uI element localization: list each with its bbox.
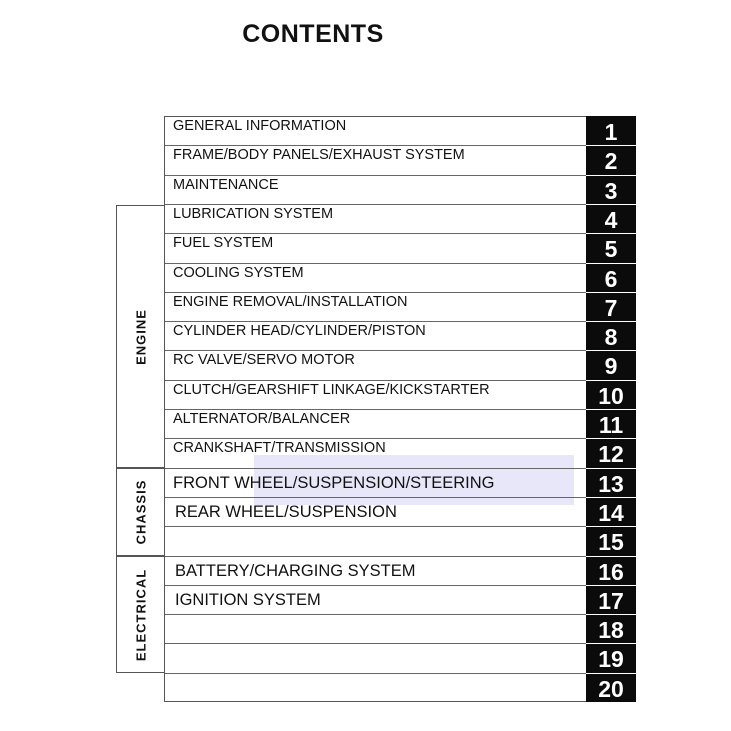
section-chassis [116, 468, 165, 556]
toc-row[interactable] [165, 176, 586, 205]
chapter-number: 18 [598, 617, 624, 643]
toc-row[interactable] [165, 469, 586, 498]
number-divider [586, 497, 636, 498]
toc-row[interactable] [165, 557, 586, 586]
toc-row-label: FRONT WHEEL/SUSPENSION/STEERING [173, 474, 495, 492]
chapter-number: 6 [604, 266, 618, 292]
section-label-engine: ENGINE [133, 308, 149, 365]
chapter-number-column [586, 116, 636, 702]
chapter-number: 16 [598, 559, 624, 585]
toc-row-label: IGNITION SYSTEM [175, 591, 321, 609]
toc-row[interactable] [165, 234, 586, 264]
number-divider [586, 350, 636, 351]
toc-row-label: CRANKSHAFT/TRANSMISSION [173, 440, 386, 456]
toc-row-label: CLUTCH/GEARSHIFT LINKAGE/KICKSTARTER [173, 382, 490, 398]
chapter-number: 8 [604, 324, 618, 350]
toc-row[interactable] [165, 351, 586, 381]
page-title: CONTENTS [242, 20, 384, 48]
chapter-number: 14 [598, 500, 624, 526]
toc-row[interactable] [165, 117, 586, 146]
toc-row[interactable] [165, 439, 586, 469]
toc-row[interactable] [165, 615, 586, 644]
number-divider [586, 145, 636, 146]
number-divider [586, 526, 636, 527]
toc-row-label: COOLING SYSTEM [173, 265, 304, 281]
section-label-electrical: ELECTRICAL [133, 568, 149, 661]
number-divider [586, 321, 636, 322]
chapter-number: 5 [604, 236, 618, 262]
chapter-number: 17 [598, 588, 624, 614]
toc-row-label: FRAME/BODY PANELS/EXHAUST SYSTEM [173, 147, 465, 163]
toc-row[interactable] [165, 322, 586, 351]
toc-row-label: CYLINDER HEAD/CYLINDER/PISTON [173, 323, 426, 339]
number-divider [586, 468, 636, 469]
toc-row[interactable] [165, 410, 586, 439]
section-label-chassis: CHASSIS [133, 479, 149, 545]
toc-row[interactable] [165, 205, 586, 234]
number-divider [586, 175, 636, 176]
toc-row[interactable] [165, 644, 586, 674]
toc-row[interactable] [165, 674, 586, 703]
toc-row[interactable] [165, 586, 586, 615]
chapter-number: 12 [598, 441, 624, 467]
number-divider [586, 585, 636, 586]
chapter-number: 2 [604, 148, 618, 174]
toc-row-label: ENGINE REMOVAL/INSTALLATION [173, 294, 408, 310]
chapter-number: 4 [604, 207, 618, 233]
number-divider [586, 556, 636, 557]
toc-row-label: GENERAL INFORMATION [173, 118, 347, 134]
toc-row[interactable] [165, 381, 586, 410]
number-divider [586, 233, 636, 234]
number-divider [586, 673, 636, 674]
number-divider [586, 292, 636, 293]
chapter-number: 13 [598, 471, 624, 497]
toc-row-label: FUEL SYSTEM [173, 235, 274, 251]
toc-row[interactable] [165, 527, 586, 557]
number-divider [586, 263, 636, 264]
number-divider [586, 438, 636, 439]
chapter-number: 11 [598, 412, 624, 438]
chapter-number: 9 [604, 353, 618, 379]
toc-row-label: MAINTENANCE [173, 177, 279, 193]
chapter-number: 10 [598, 383, 624, 409]
chapter-number: 19 [598, 646, 624, 672]
toc-row-label: REAR WHEEL/SUSPENSION [175, 503, 397, 521]
number-divider [586, 380, 636, 381]
number-divider [586, 614, 636, 615]
toc-row[interactable] [165, 293, 586, 322]
toc-row[interactable] [165, 146, 586, 176]
chapter-number: 7 [604, 295, 618, 321]
chapter-number: 15 [598, 529, 624, 555]
contents-table [164, 116, 586, 702]
chapter-number: 20 [598, 676, 624, 702]
chapter-number: 1 [604, 119, 618, 145]
number-divider [586, 643, 636, 644]
toc-row-label: RC VALVE/SERVO MOTOR [173, 352, 355, 368]
number-divider [586, 204, 636, 205]
number-divider [586, 409, 636, 410]
section-electrical [116, 556, 165, 673]
section-engine [116, 205, 165, 468]
toc-row-label: LUBRICATION SYSTEM [173, 206, 334, 222]
chapter-number: 3 [604, 178, 618, 204]
toc-row[interactable] [165, 498, 586, 527]
toc-row[interactable] [165, 264, 586, 293]
toc-row-label: BATTERY/CHARGING SYSTEM [175, 562, 416, 580]
toc-row-label: ALTERNATOR/BALANCER [173, 411, 351, 427]
